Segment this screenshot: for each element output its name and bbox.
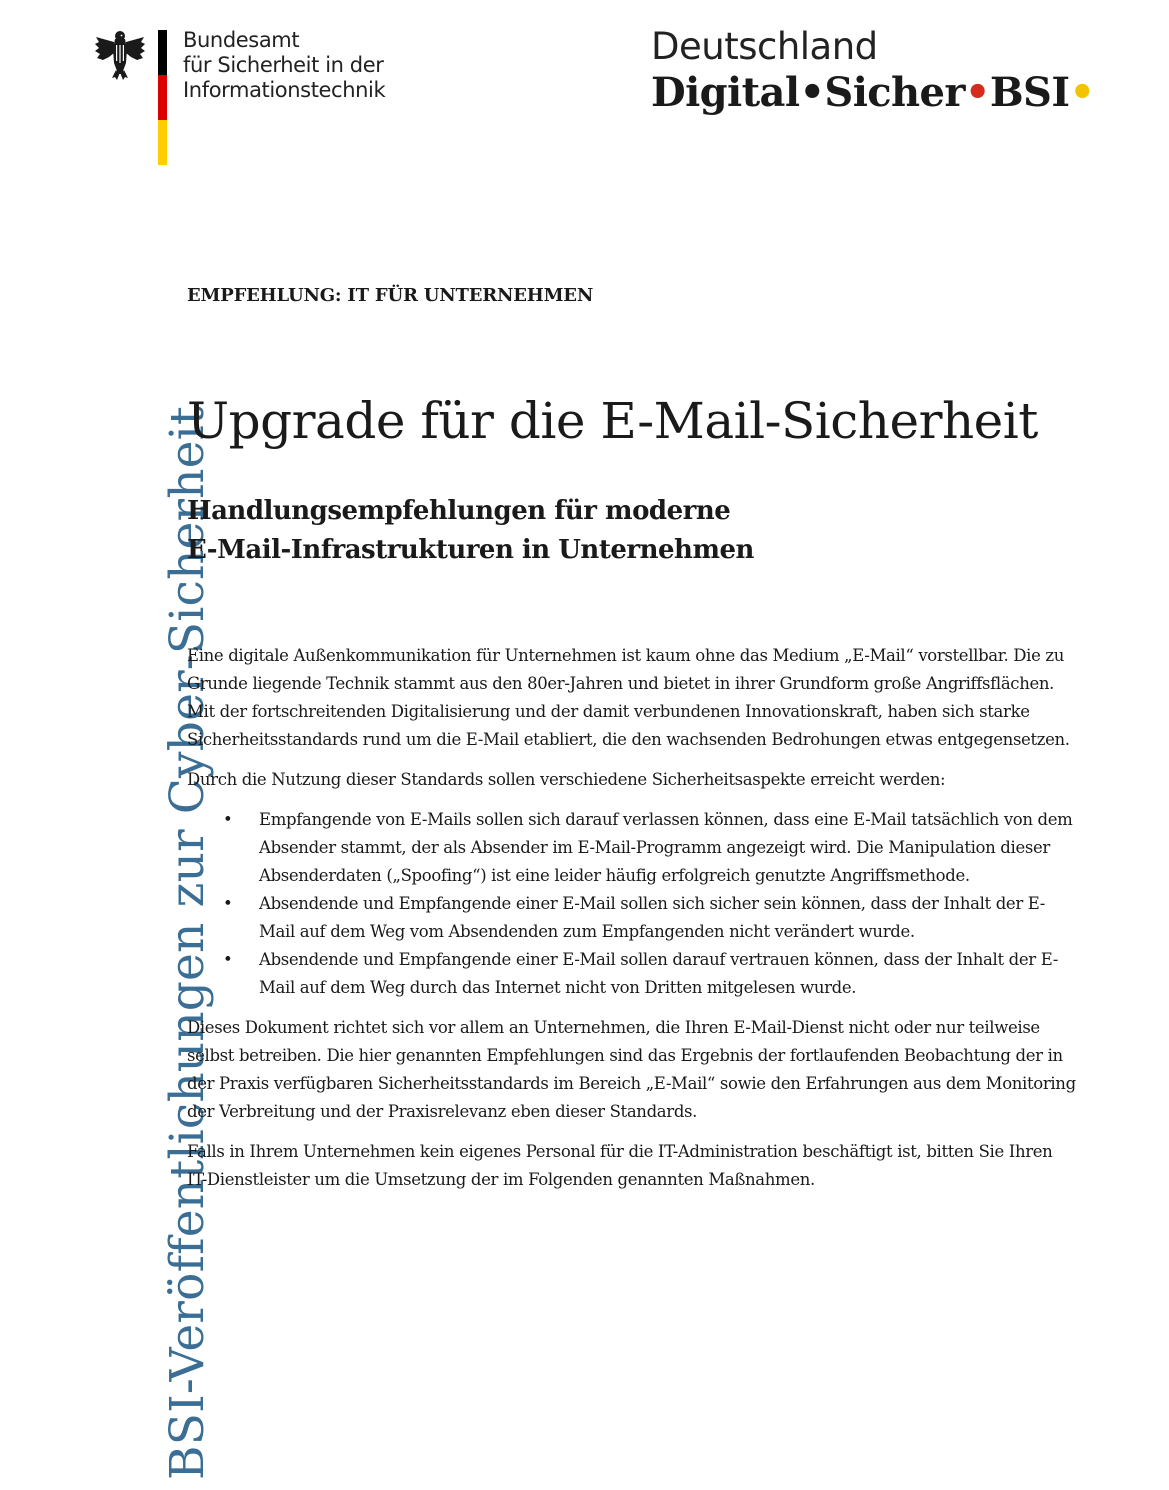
- page-title: Upgrade für die E-Mail-Sicherheit: [187, 392, 1038, 450]
- list-item: • Absendende und Empfangende einer E-Mail sollen darauf vertrauen können, dass der Inhalt der E-Mail auf dem Weg durch das Internet nicht von Dritten mitgelesen wurde.: [259, 946, 1077, 1002]
- agency-line: für Sicherheit in der: [183, 53, 384, 77]
- list-item: • Empfangende von E-Mails sollen sich darauf verlassen können, dass eine E-Mail tatsächlich von dem Absender stammt, der als Absender im E-Mail-Programm angezeigt wird. Die Manipulation dieser Absenderdaten („Spoofing“) ist eine leider häufig erfolgreich genutzte Angriffsmethode.: [259, 806, 1077, 890]
- page-subtitle: [187, 492, 754, 570]
- paragraph-it-provider: Falls in Ihrem Unternehmen kein eigenes Personal für die IT-Administration beschäftigt ist, bitten Sie Ihren IT-Dienstleister um die Umsetzung der im Folgenden genannten Maßnahmen.: [187, 1142, 1053, 1189]
- paragraph-audience: Dieses Dokument richtet sich vor allem an Unternehmen, die Ihren E-Mail-Dienst nicht oder nur teilweise selbst betreiben. Die hier genannten Empfehlungen sind das Ergebnis der fortlaufenden Beobachtung der in der Praxis verfügbaren Sicherheitsstandards im Bereich „E-Mail“ sowie den Erfahrungen aus dem Monitoring der Verbreitung und der Praxisrelevanz eben dieser Standards.: [187, 1018, 1076, 1121]
- flag-gold: [158, 120, 167, 165]
- bullet-separator-icon: •: [799, 69, 825, 116]
- subtitle-line: E-Mail-Infrastrukturen in Unternehmen: [187, 535, 754, 565]
- agency-name: [183, 28, 385, 103]
- document-category: EMPFEHLUNG: IT FÜR UNTERNEHMEN: [187, 285, 594, 306]
- campaign-word: BSI: [989, 69, 1070, 116]
- series-title-vertical: BSI-Veröffentlichungen zur Cyber-Sicherheit: [160, 406, 215, 1480]
- aspects-list: [187, 806, 1077, 1002]
- campaign-logo: [651, 26, 1094, 116]
- flag-red: [158, 75, 167, 120]
- federal-eagle-icon: [93, 27, 147, 81]
- list-item: • Absendende und Empfangende einer E-Mail sollen sich sicher sein können, dass der Inhalt der E-Mail auf dem Weg vom Absendenden zum Empfangenden nicht verändert wurde.: [259, 890, 1077, 946]
- agency-line: Bundesamt: [183, 28, 300, 52]
- paragraph-aspects: Durch die Nutzung dieser Standards sollen verschiedene Sicherheitsaspekte erreicht werden:: [187, 770, 946, 789]
- body-text: [187, 642, 1077, 1206]
- campaign-claim: [651, 70, 1094, 116]
- subtitle-line: Handlungsempfehlungen für moderne: [187, 496, 731, 526]
- gold-dot-icon: •: [1069, 69, 1095, 116]
- paragraph-intro: Eine digitale Außenkommunikation für Unternehmen ist kaum ohne das Medium „E-Mail“ vorstellbar. Die zu Grunde liegende Technik stammt aus den 80er-Jahren und bietet in ihrer Grundform große Angriffsflächen. Mit der fortschreitenden Digitalisierung und der damit verbundenen Innovationskraft, haben sich starke Sicherheitsstandards rund um die E-Mail etabliert, die den wachsenden Bedrohungen etwas entgegensetzen.: [187, 646, 1070, 749]
- german-flag-stripe: [158, 30, 167, 165]
- agency-line: Informationstechnik: [183, 78, 386, 102]
- campaign-word: Digital: [651, 69, 800, 116]
- red-dot-icon: •: [964, 69, 990, 116]
- campaign-top: Deutschland: [651, 25, 878, 68]
- flag-black: [158, 30, 167, 75]
- campaign-word: Sicher: [824, 69, 965, 116]
